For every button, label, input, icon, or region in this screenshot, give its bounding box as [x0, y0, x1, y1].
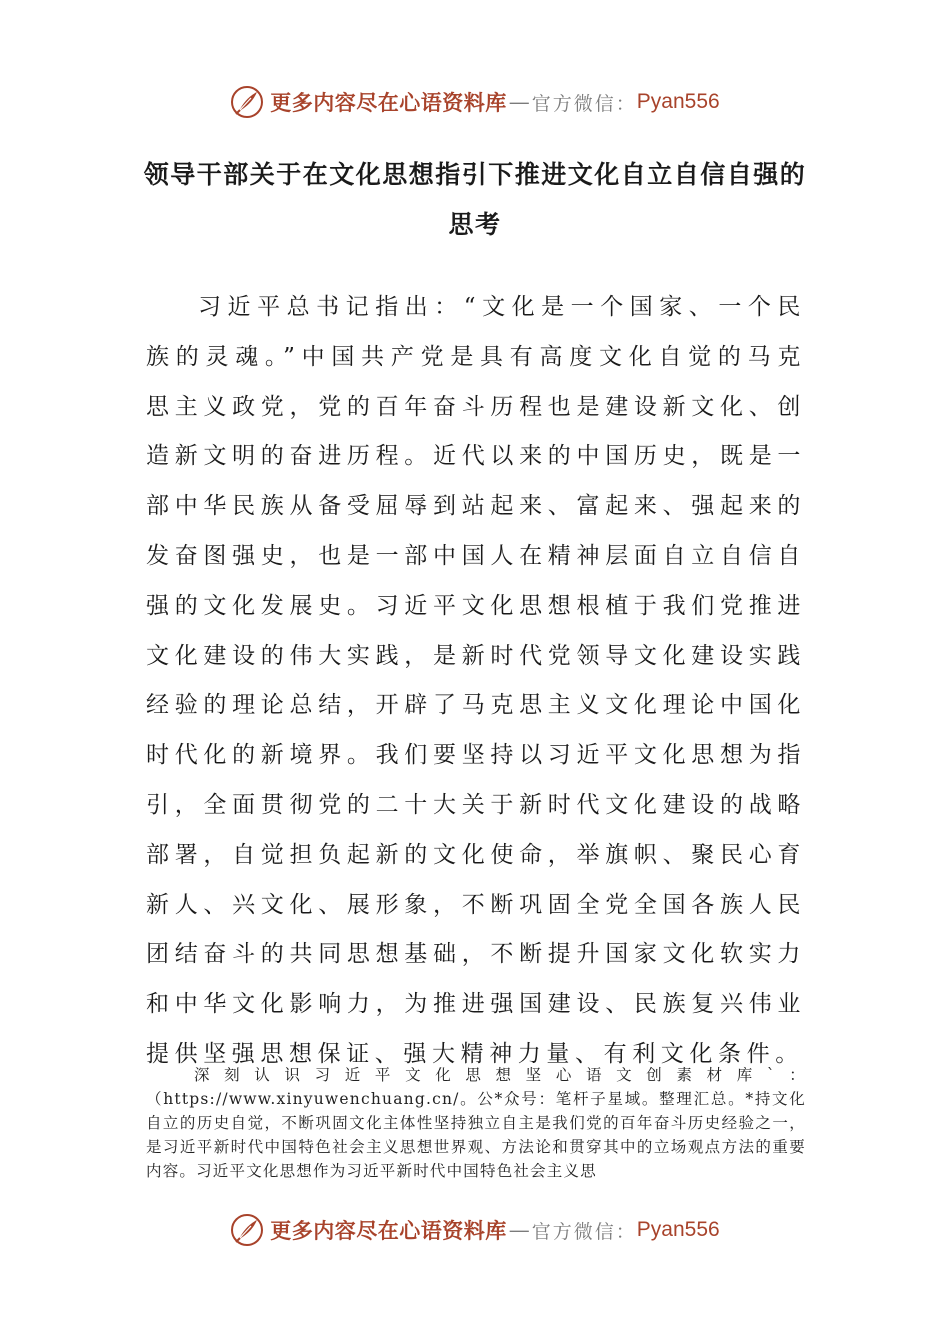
body-paragraph: 习近平总书记指出：“文化是一个国家、一个民族的灵魂。”中国共产党是具有高度文化自觉的马克思主义政党，党的百年奋斗历程也是建设新文化、创造新文明的奋进历程。近代以来的中国历史，既是一部中华民族从备受屈辱到站起来、富起来、强起来的发奋图强史，也是一部中国人在精神层面自立自信自强的文化发展史。习近平文化思想根植于我们党推进文化建设的伟大实践，是新时代党领导文化建设实践经验的理论总结，开辟了马克思主义文化理论中国化时代化的新境界。我们要坚持以习近平文化思想为指引，全面贯彻党的二十大关于新时代文化建设的战略部署，自觉担负起新的文化使命，举旗帜、聚民心育新人、兴文化、展形象，不断巩固全党全国各族人民团结奋斗的共同思想基础，不断提升国家文化软实力和中华文化影响力，为推进强国建设、民族复兴伟业提供坚强思想保证、强大精神力量、有利文化条件。: [146, 294, 806, 1067]
banner-wechat-label: 官方微信：: [531, 1220, 637, 1243]
banner-title: 更多内容尽在心语资料库: [270, 1218, 507, 1243]
banner-title: 更多内容尽在心语资料库: [270, 90, 507, 115]
title-line-1: 领导干部关于在文化思想指引下推进文化自立自信自强的: [143, 160, 807, 189]
footnote-paragraph: 深刻认识习近平文化思想坚心语文创素材库`：（https://www.xinyuwenchuang.cn/。公*众号：笔杆子星域。整理汇总。*持文化自立的历史自觉，不断巩固文化主体性坚持独立自主是我们党的百年奋斗历史经验之一，是习近平新时代中国特色社会主义思想世界观、方法论和贯穿其中的立场观点方法的重要内容。习近平文化思想作为习近平新时代中国特色社会主义思: [146, 1066, 806, 1180]
feather-pen-logo-icon: [230, 85, 264, 119]
footer-banner: [0, 1210, 950, 1250]
banner-wechat-id: Pyan556: [636, 90, 720, 113]
header-banner: [0, 82, 950, 122]
feather-pen-logo-icon: [230, 1213, 264, 1247]
banner-wechat-id: Pyan556: [636, 1218, 720, 1241]
banner-wechat-label: 官方微信：: [531, 92, 637, 115]
banner-separator: —: [508, 1218, 530, 1242]
document-title: [130, 150, 820, 250]
banner-separator: —: [508, 90, 530, 114]
title-line-2: 思考: [448, 210, 502, 239]
